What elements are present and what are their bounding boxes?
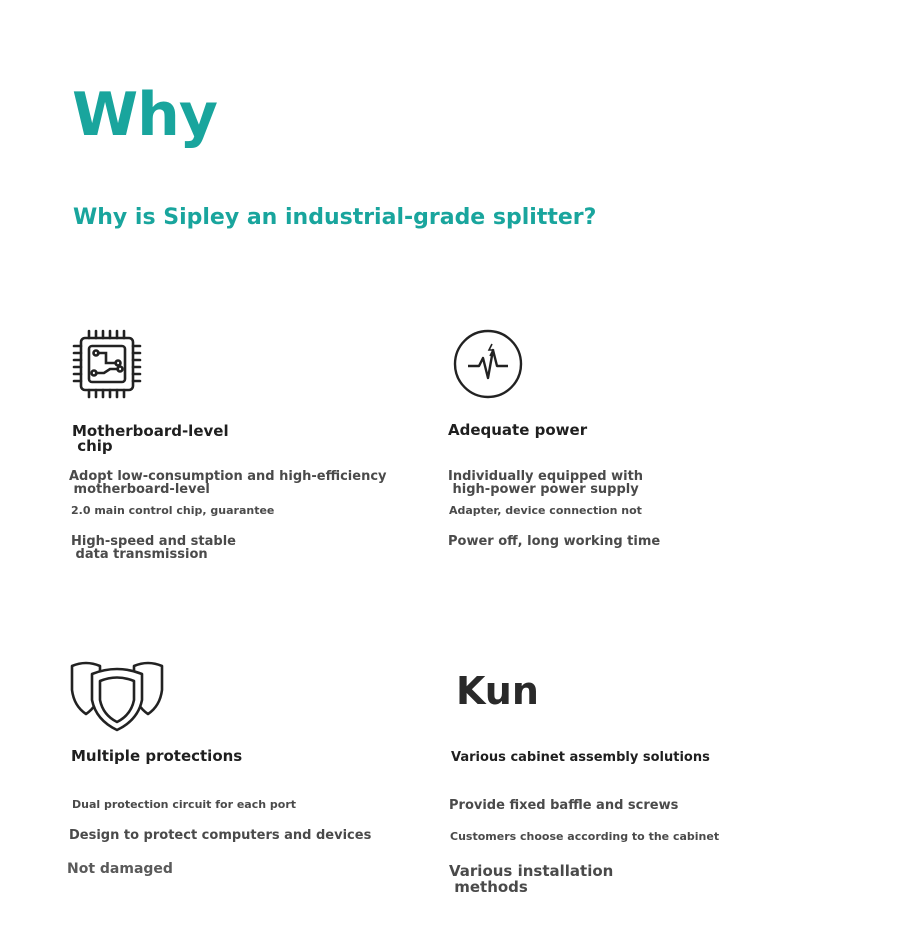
feature-title-protections: Multiple protections xyxy=(71,747,243,765)
feature-desc-power-3: Power off, long working time xyxy=(448,534,661,549)
feature-desc-cabinet-2: Customers choose according to the cabinet xyxy=(450,830,720,843)
feature-desc-protections-3: Not damaged xyxy=(67,861,173,877)
feature-title-power: Adequate power xyxy=(448,421,588,439)
feature-desc-protections-1: Dual protection circuit for each port xyxy=(72,798,297,811)
feature-title-chip: Motherboard-level chip xyxy=(72,422,229,455)
feature-desc-cabinet-3: Various installation methods xyxy=(449,862,614,896)
power-pulse-icon xyxy=(452,328,524,400)
kun-logo: Kun xyxy=(456,669,539,713)
chip-icon xyxy=(72,329,142,399)
feature-desc-power-1: Individually equipped with high-power power supply xyxy=(448,469,644,497)
feature-desc-chip-2: 2.0 main control chip, guarantee xyxy=(71,504,275,517)
feature-desc-chip-3: High-speed and stable data transmission xyxy=(71,534,236,562)
feature-desc-chip-1: Adopt low-consumption and high-efficiency motherboard-level xyxy=(69,469,387,497)
hero-subtitle: Why is Sipley an industrial-grade splitter? xyxy=(73,205,597,230)
hero-title: Why xyxy=(72,80,218,150)
feature-desc-cabinet-1: Provide fixed baffle and screws xyxy=(449,798,679,813)
feature-title-cabinet: Various cabinet assembly solutions xyxy=(451,750,710,765)
feature-desc-protections-2: Design to protect computers and devices xyxy=(69,828,372,843)
shields-icon xyxy=(68,660,168,732)
feature-desc-power-2: Adapter, device connection not xyxy=(449,504,642,517)
